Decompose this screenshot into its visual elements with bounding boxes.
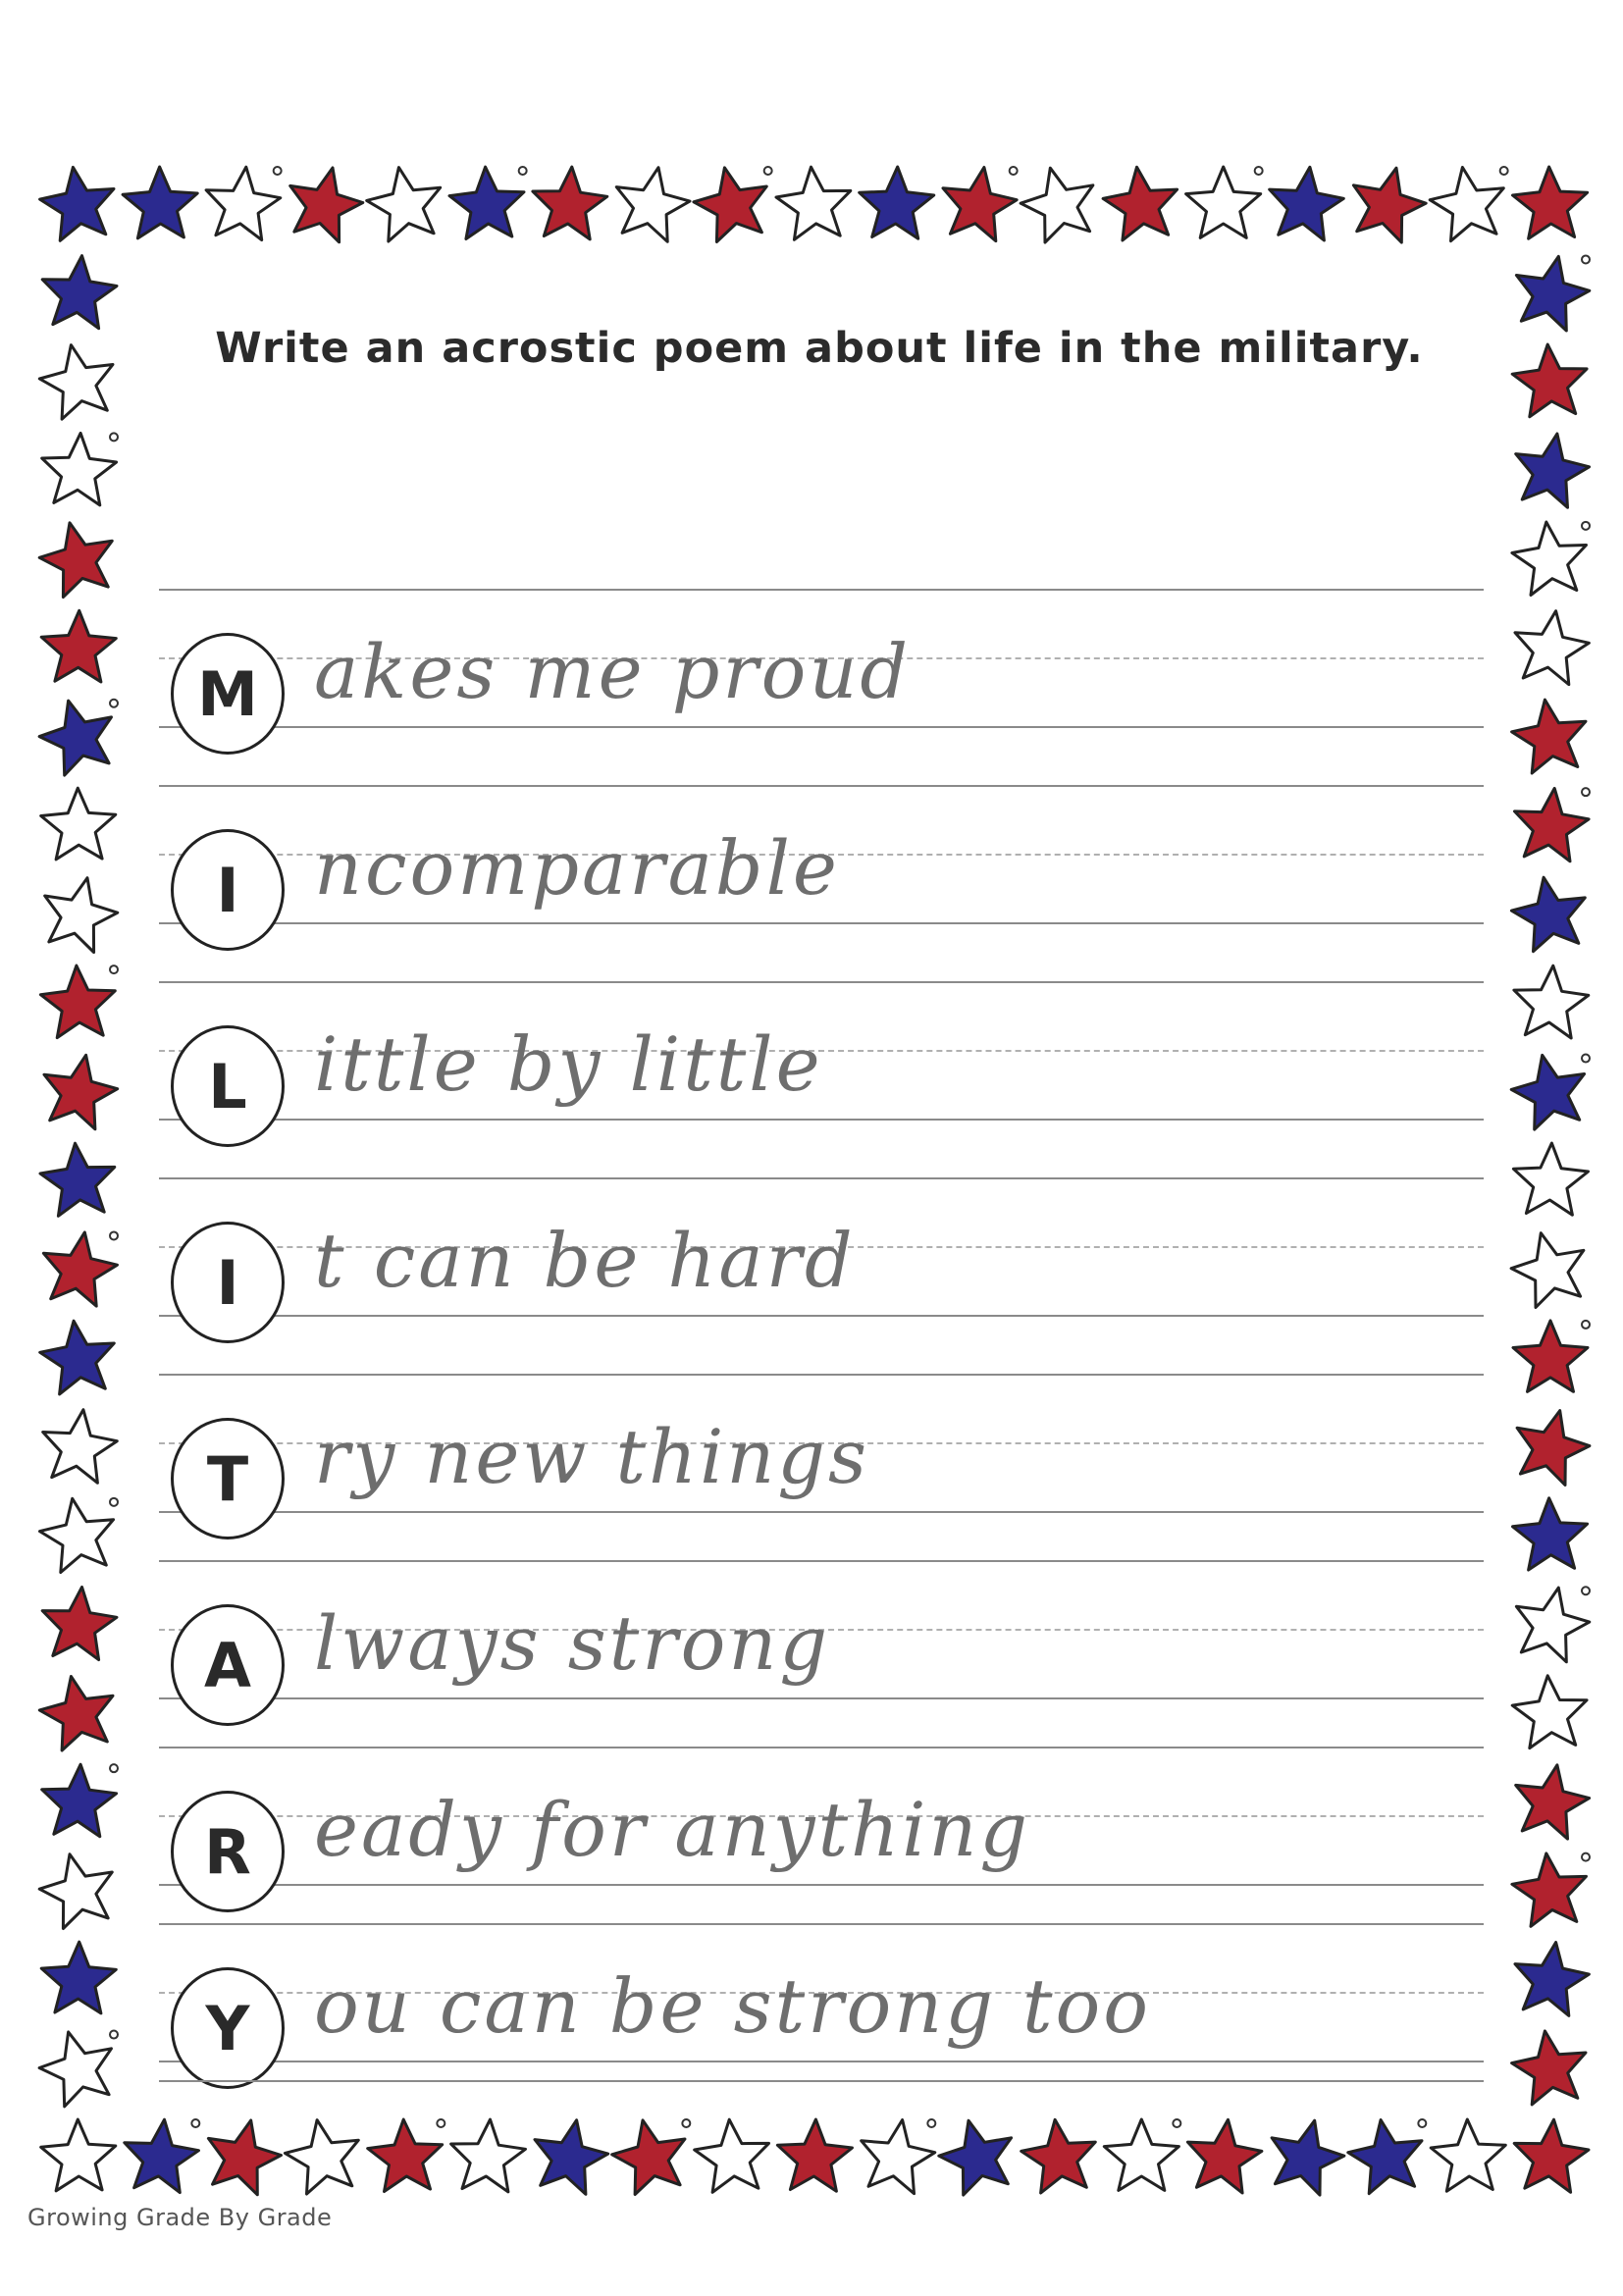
poem-line-text: lways strong [314,1599,830,1687]
ruled-line [159,1560,1484,1562]
poem-line-2 [159,785,1484,971]
ruled-line [159,785,1484,787]
ruled-line [159,922,1484,924]
ruled-line [159,1884,1484,1886]
poem-line-5 [159,1374,1484,1560]
ruled-line [159,981,1484,983]
ruled-line [159,1747,1484,1748]
poem-line-3 [159,981,1484,1168]
ruled-line [159,2061,1484,2062]
ruled-line [159,1315,1484,1317]
ruled-line [159,1177,1484,1179]
poem-line-text: ncomparable [314,824,840,912]
poem-line-text: ou can be strong too [314,1962,1152,2050]
acrostic-letter: T [171,1418,285,1539]
publisher-credit: Growing Grade By Grade [27,2204,333,2231]
acrostic-letter: M [171,633,285,755]
acrostic-letter: L [171,1025,285,1147]
worksheet-prompt: Write an acrostic poem about life in the military. [215,324,1424,373]
poem-line-text: ittle by little [314,1020,823,1108]
ruled-line [159,1119,1484,1121]
acrostic-letter: Y [171,1967,285,2089]
poem-line-1 [159,589,1484,775]
ruled-line [159,1511,1484,1513]
poem-line-6 [159,1560,1484,1747]
ruled-line [159,2080,1484,2082]
poem-line-text: akes me proud [314,628,912,715]
ruled-line [159,1923,1484,1925]
poem-line-text: eady for anything [314,1786,1030,1873]
poem-line-7 [159,1747,1484,1933]
ruled-line [159,1697,1484,1699]
acrostic-letter: I [171,1222,285,1343]
acrostic-letter: A [171,1604,285,1726]
poem-line-text: t can be hard [314,1217,856,1304]
poem-line-4 [159,1177,1484,1364]
acrostic-letter: R [171,1791,285,1912]
acrostic-letter: I [171,829,285,951]
poem-line-text: ry new things [314,1413,869,1500]
ruled-line [159,589,1484,591]
ruled-line [159,1374,1484,1376]
ruled-line [159,726,1484,728]
